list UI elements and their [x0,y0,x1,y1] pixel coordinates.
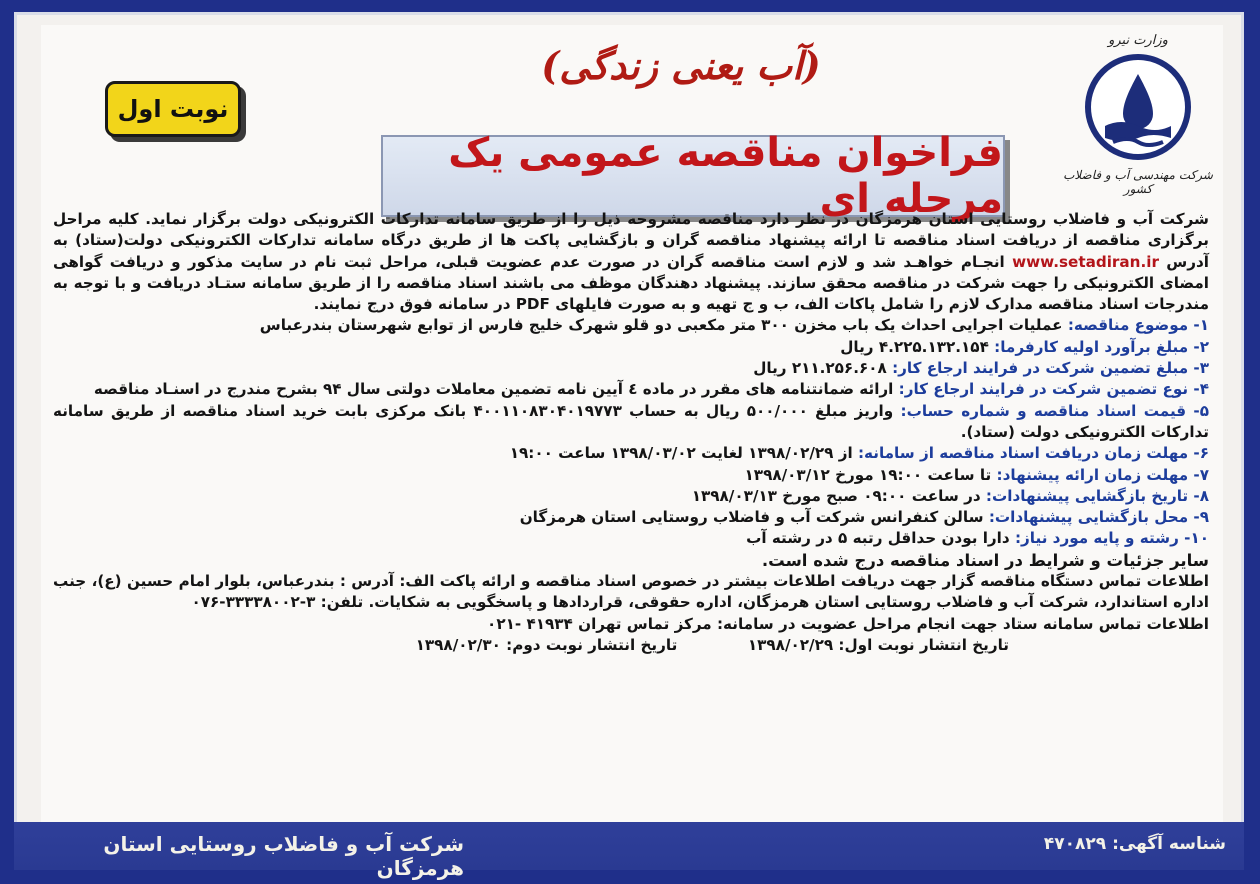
item-1 [53,315,1209,336]
item-6 [53,443,1209,464]
footer-bar [14,822,1244,880]
publish-first: تاریخ انتشار نوبت اول: ۱۳۹۸/۰۲/۲۹ [747,635,1009,654]
publish-dates [53,635,1209,656]
water-company-logo-icon [1083,52,1193,162]
intro-text-2: انجـام خواهـد شد و لازم است مناقصه گران در صورت عدم عضویت قبلی، مراحل ثبت نام در سایت مذکور و دریافت گواهی امضای الکترونیکی را جهت شرکت در مناقصه محقق سازند. پیشنهاد دهندگان موظف می باشند اسناد مناقصه را از طریق سامانه ستـاد دریافت و با توجه به مندرجات اسناد مناقصه مدارک لازم را شامل پاکات الف، ب و ج تهیه و به صورت فایلهای PDF در سامانه فوق درج نمایند. [53,252,1209,314]
item-8 [53,486,1209,507]
intro-paragraph [53,209,1209,315]
item-1-value: عملیات اجرایی احداث یک باب مخزن ۳۰۰ متر مکعبی دو قلو شهرک خلیج فارس از توابع شهرستان بندرعباس [259,316,1068,335]
item-4-value: ارائه ضمانتنامه های مقرر در ماده ٤ آیین نامه تضمین معاملات دولتی سال ۹۴ بشرح مندرج در اسنـاد مناقصه [93,380,899,399]
footer-company: شرکت آب و فاضلاب روستایی استان هرمزگان [103,832,464,880]
intro-company: شرکت آب و فاضلاب روستایی استان هرمزگان [855,210,1209,228]
notice-id: شناسه آگهی: ۴۷۰۸۲۹ [1043,834,1226,854]
contact-info-setad: اطلاعات تماس سامانه ستاد جهت انجام مراحل عضویت در سامانه: مرکز تماس تهران ۴۱۹۳۴ -۰۲۱ [487,614,1209,633]
item-10 [53,528,1209,549]
company-logo-caption: شرکت مهندسی آب و فاضلاب کشور [1063,168,1213,196]
item-2-label: ۲- مبلغ برآورد اولیه کارفرما: [994,337,1209,356]
item-4 [53,379,1209,400]
item-7-label: ۷- مهلت زمان ارائه پیشنهاد: [996,465,1209,484]
other-terms: سایر جزئیات و شرایط در اسناد مناقصه درج شده است. [761,550,1209,570]
item-9-value: سالن کنفرانس شرکت آب و فاضلاب روستایی استان هرمزگان [519,508,989,527]
notice-page [14,12,1244,870]
item-8-label: ۸- تاریخ بازگشایی پیشنهادات: [985,486,1209,505]
item-4-label: ۴- نوع تضمین شرکت در فرایند ارجاع کار: [898,380,1209,399]
publish-second: تاریخ انتشار نوبت دوم: ۱۳۹۸/۰۲/۳۰ [415,635,678,654]
item-7 [53,465,1209,486]
item-5 [53,401,1209,444]
ministry-block [1063,33,1213,196]
item-8-value: در ساعت ۰۹:۰۰ صبح مورخ ۱۳۹۸/۰۳/۱۳ [691,486,986,505]
item-5-label: ۵- قیمت اسناد مناقصه و شماره حساب: [900,401,1209,420]
item-7-value: تا ساعت ۱۹:۰۰ مورخ ۱۳۹۸/۰۳/۱۲ [744,465,997,484]
notice-title: فراخوان مناقصه عمومی یک مرحله ای [381,135,1005,217]
item-6-label: ۶- مهلت زمان دریافت اسناد مناقصه از سامانه: [857,444,1209,463]
notice-body [53,209,1209,656]
item-9-label: ۹- محل بازگشایی پیشنهادات: [988,508,1209,527]
setad-url-link[interactable]: www.setadiran.ir [1012,252,1159,271]
item-1-label: ۱- موضوع مناقصه: [1067,316,1209,335]
item-10-value: دارا بودن حداقل رتبه ۵ در رشته آب [746,529,1015,548]
item-10-label: ۱۰- رشته و پایه مورد نیاز: [1014,529,1209,548]
item-2 [53,337,1209,358]
slogan: (آب یعنی زندگی) [541,43,821,88]
item-3-value: ۲۱۱.۲۵۶.۶۰۸ ریال [753,359,893,378]
item-2-value: ۴.۲۲۵.۱۳۲.۱۵۴ ریال [840,337,995,356]
intro-text-1: در نظر دارد مناقصه مشروحه ذیل را از طریق سامانه تدارکات الکترونیکی دولت برگزار نماید. کلیه مراحل برگزاری مناقصه از دریافت اسناد مناقصه تا ارائه پیشنهاد مناقصه گران و بازگشایی پاکت ها از طریق درگاه سامانه تدارکات الکترونیکی دولت(ستاد) به آدرس [53,210,1209,271]
contact-info-organizer: اطلاعات تماس دستگاه مناقصه گزار جهت دریافت اطلاعات بیشتر در خصوص اسناد مناقصه و ارائه پاکت الف: آدرس : بندرعباس، بلوار امام حسین (ع)، جنب اداره استاندارد، شرکت آب و فاضلاب روستایی استان هرمزگان، اداره حقوقی، قراردادها و پاسخگویی به شکایات. تلفن: ۳-۳۳۳۳۸۰۰۲-۰۷۶ [53,572,1209,612]
round-badge: نوبت اول [105,81,241,137]
item-3 [53,358,1209,379]
item-6-value: از ۱۳۹۸/۰۲/۲۹ لغایت ۱۳۹۸/۰۳/۰۲ ساعت ۱۹:۰۰ [509,444,858,463]
item-9 [53,507,1209,528]
ministry-name: وزارت نیرو [1108,33,1168,48]
item-3-label: ۳- مبلغ تضمین شرکت در فرایند ارجاع کار: [892,359,1209,378]
item-5-value: واریز مبلغ ۵۰۰/۰۰۰ ریال به حساب ۴۰۰۱۱۰۸۳۰۴۰۱۹۷۷۳ بانک مرکزی بابت خرید اسناد مناقصه از طریق سامانه تدارکات الکترونیکی دولت (ستاد). [53,401,1209,441]
